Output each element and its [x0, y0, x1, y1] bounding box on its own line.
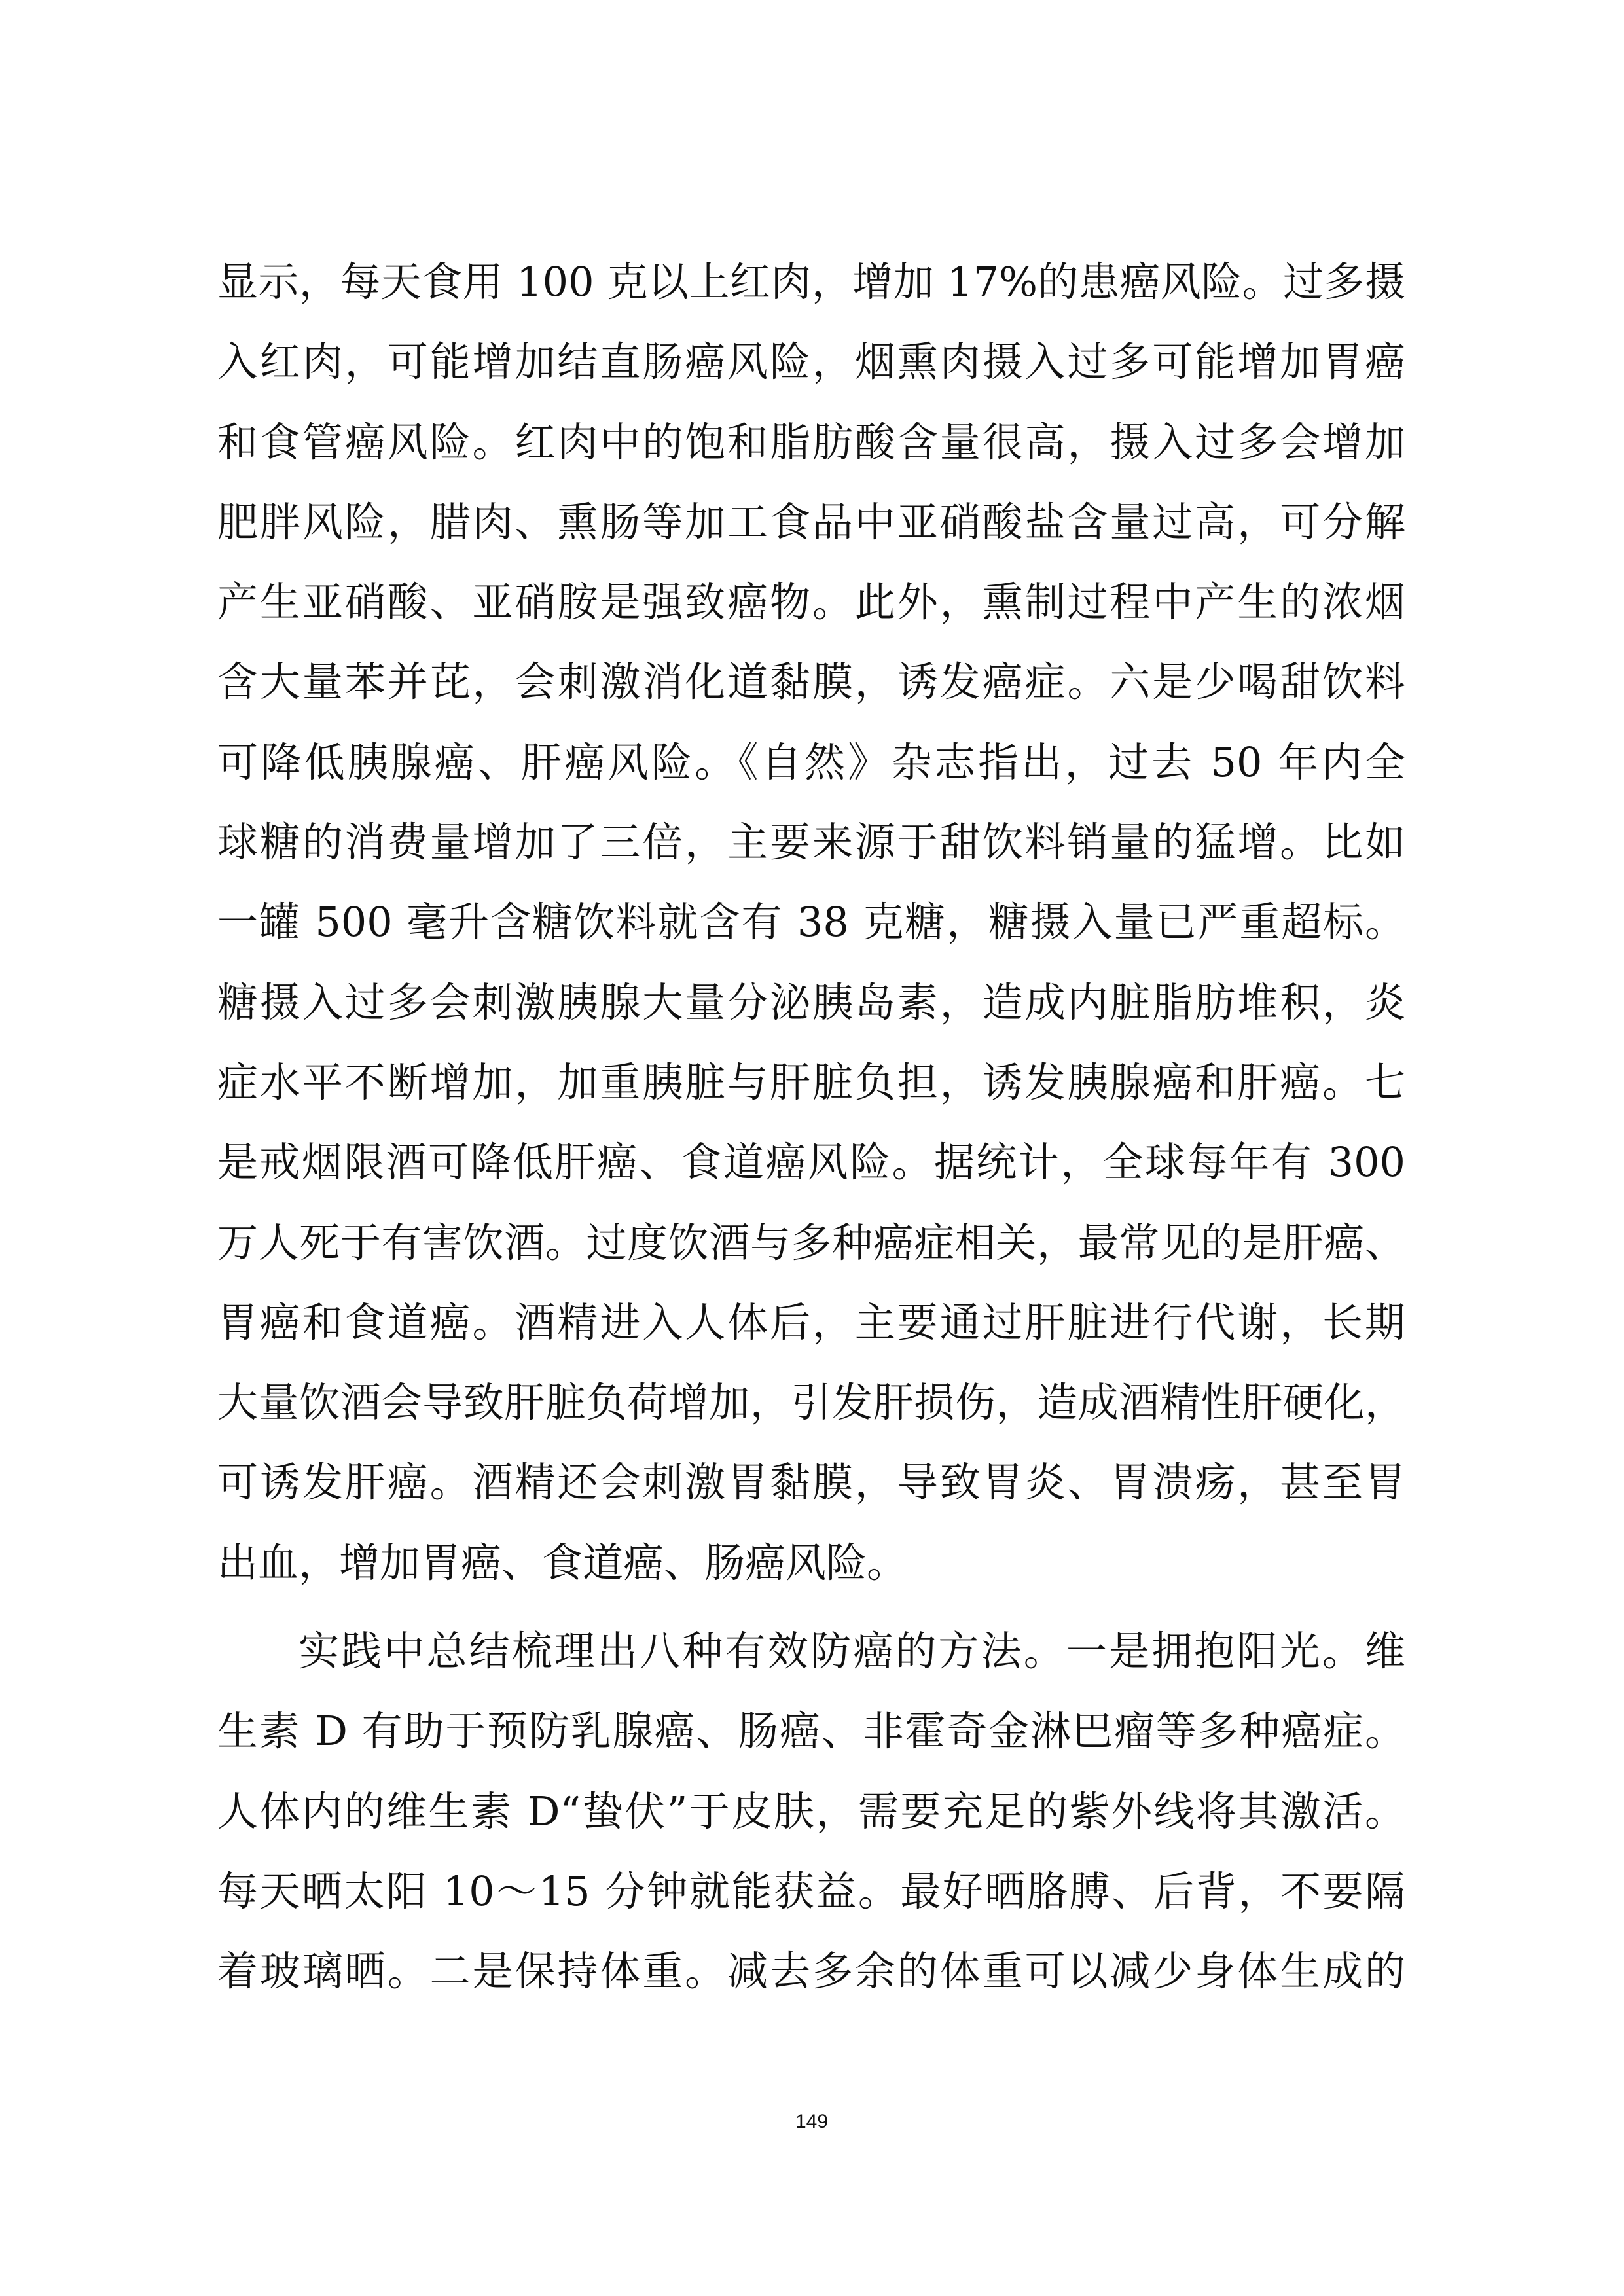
paragraph	[217, 1611, 1405, 2011]
text-line: 症水平不断增加，加重胰脏与肝脏负担，诱发胰腺癌和肝癌。七	[217, 1058, 1405, 1106]
text-line: 可诱发肝癌。酒精还会刺激胃黏膜，导致胃炎、胃溃疡，甚至胃	[217, 1458, 1405, 1507]
text-line: 入红肉，可能增加结直肠癌风险，烟熏肉摄入过多可能增加胃癌	[217, 338, 1405, 386]
text-line: 出血，增加胃癌、食道癌、肠癌风险。	[217, 1538, 908, 1587]
text-line: 胃癌和食道癌。酒精进入人体后，主要通过肝脏进行代谢，长期	[217, 1298, 1405, 1346]
paragraph	[217, 242, 1405, 1603]
text-line: 着玻璃晒。二是保持体重。减去多余的体重可以减少身体生成的	[217, 1947, 1405, 1996]
text-line: 万人死于有害饮酒。过度饮酒与多种癌症相关，最常见的是肝癌、	[217, 1218, 1405, 1266]
text-line: 球糖的消费量增加了三倍，主要来源于甜饮料销量的猛增。比如	[217, 818, 1405, 867]
text-line: 产生亚硝酸、亚硝胺是强致癌物。此外，熏制过程中产生的浓烟	[217, 578, 1405, 626]
text-line: 显示，每天食用 100 克以上红肉，增加 17%的患癌风险。过多摄	[217, 258, 1405, 306]
text-line: 人体内的维生素 D“蛰伏”于皮肤，需要充足的紫外线将其激活。	[217, 1787, 1405, 1835]
text-line: 是戒烟限酒可降低肝癌、食道癌风险。据统计，全球每年有 300	[217, 1138, 1405, 1187]
text-line: 和食管癌风险。红肉中的饱和脂肪酸含量很高，摄入过多会增加	[217, 418, 1405, 466]
text-line: 肥胖风险，腊肉、熏肠等加工食品中亚硝酸盐含量过高，可分解	[217, 497, 1405, 546]
page-number: 149	[795, 2111, 829, 2132]
text-line: 糖摄入过多会刺激胰腺大量分泌胰岛素，造成内脏脂肪堆积，炎	[217, 978, 1405, 1026]
text-line: 大量饮酒会导致肝脏负荷增加，引发肝损伤，造成酒精性肝硬化，	[217, 1378, 1405, 1427]
text-line: 每天晒太阳 10～15 分钟就能获益。最好晒胳膊、后背，不要隔	[217, 1867, 1405, 1915]
text-line: 实践中总结梳理出八种有效防癌的方法。一是拥抱阳光。维	[298, 1627, 1405, 1676]
text-line: 一罐 500 毫升含糖饮料就含有 38 克糖，糖摄入量已严重超标。	[217, 898, 1405, 946]
text-line: 含大量苯并芘，会刺激消化道黏膜，诱发癌症。六是少喝甜饮料	[217, 658, 1405, 706]
body-text	[217, 242, 1405, 2012]
text-line: 生素 D 有助于预防乳腺癌、肠癌、非霍奇金淋巴瘤等多种癌症。	[217, 1707, 1405, 1755]
text-line: 可降低胰腺癌、肝癌风险。《自然》杂志指出，过去 50 年内全	[217, 738, 1405, 786]
